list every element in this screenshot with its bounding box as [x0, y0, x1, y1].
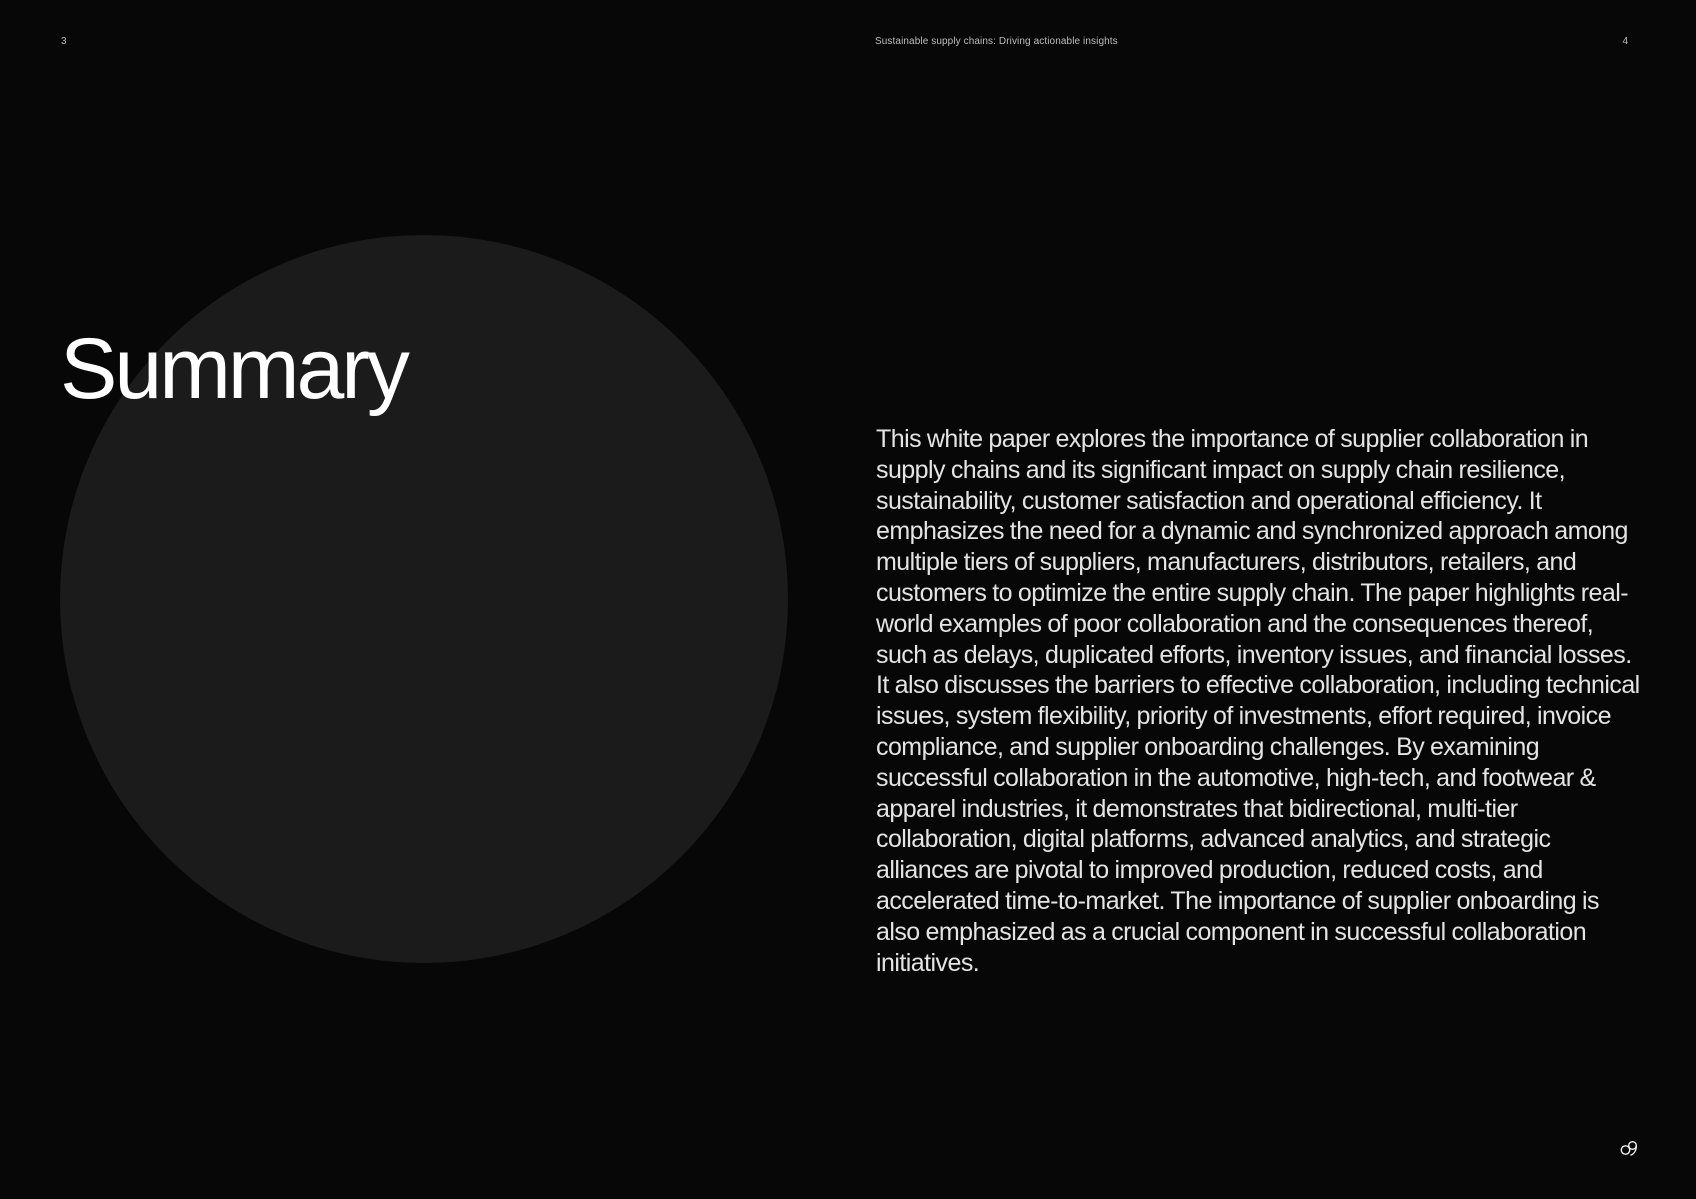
left-page-number: 3 [61, 36, 67, 47]
page-title: Summary [60, 321, 407, 417]
running-header-title: Sustainable supply chains: Driving actionable insights [875, 36, 1118, 47]
summary-paragraph: This white paper explores the importance of supplier collaboration in supply chains and its significant impact on supply chain resilience, sustainability, customer satisfaction and operational efficiency. It emphasizes the need for a dynamic and synchronized approach among multiple tiers of suppliers, manufacturers, distributors, retailers, and customers to optimize the entire supply chain. The paper highlights real-world examples of poor collaboration and the consequences thereof, such as delays, duplicated efforts, inventory issues, and financial losses. It also discusses the barriers to effective collaboration, including technical issues, system flexibility, priority of investments, effort required, invoice compliance, and supplier onboarding challenges. By examining successful collaboration in the automotive, high-tech, and footwear & apparel industries, it demonstrates that bidirectional, multi-tier collaboration, digital platforms, advanced analytics, and strategic alliances are pivotal to improved production, reduced costs, and accelerated time-to-market. The importance of supplier onboarding is also emphasized as a crucial component in successful collaboration initiatives. [876, 425, 1640, 977]
right-page-number: 4 [1622, 36, 1628, 47]
brand-logo-icon [1620, 1140, 1638, 1156]
